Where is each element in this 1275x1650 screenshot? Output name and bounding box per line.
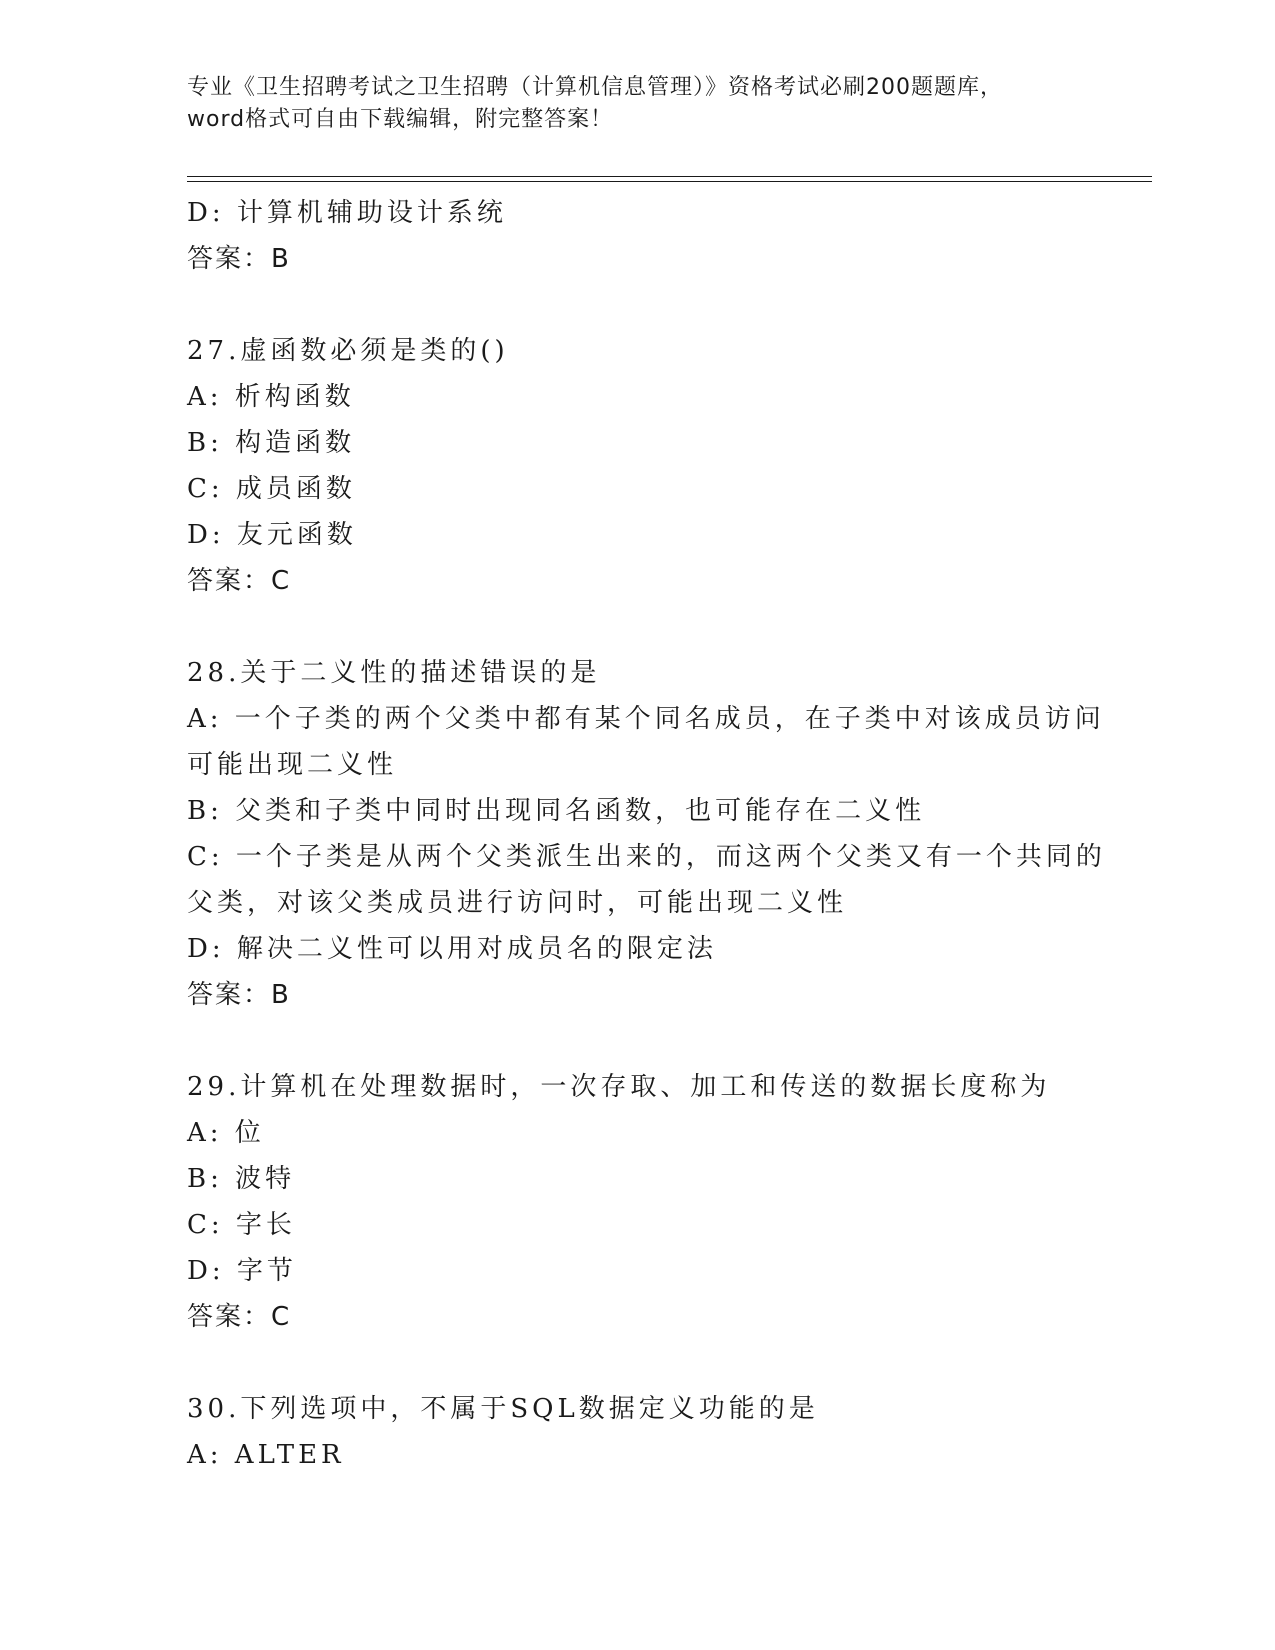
header-divider-top (187, 176, 1152, 177)
option-a: A: 析构函数 (187, 382, 355, 412)
answer: 答案：B (187, 980, 291, 1010)
question-28 (187, 650, 1106, 1018)
header-title-line-1: 专业《卫生招聘考试之卫生招聘（计算机信息管理）》资格考试必刷200题题库， (187, 75, 1003, 100)
option-b: B: 构造函数 (187, 428, 356, 458)
answer: 答案：C (187, 1302, 292, 1332)
question-list (187, 190, 1106, 1478)
question-30 (187, 1386, 1087, 1478)
option-a-line-2: 可能出现二义性 (187, 750, 398, 780)
question-27 (187, 328, 1087, 604)
header-title-line-2: word格式可自由下载编辑，附完整答案！ (187, 107, 614, 132)
question-29 (187, 1064, 1087, 1340)
option-a-line-1: A: 一个子类的两个父类中都有某个同名成员，在子类中对该成员访问 (187, 704, 1105, 734)
option-b: B: 父类和子类中同时出现同名函数，也可能存在二义性 (187, 796, 926, 826)
option-b: B: 波特 (187, 1164, 296, 1194)
spacer (187, 282, 1087, 328)
spacer (187, 1340, 1087, 1386)
question-text: 30.下列选项中，不属于SQL数据定义功能的是 (187, 1394, 819, 1424)
option-d: D: 解决二义性可以用对成员名的限定法 (187, 934, 717, 964)
previous-question-tail (187, 190, 1087, 282)
option-a: A: ALTER (187, 1440, 345, 1470)
option-c-line-2: 父类，对该父类成员进行访问时，可能出现二义性 (187, 888, 848, 918)
question-text: 27.虚函数必须是类的() (187, 336, 509, 366)
option-d: D: 计算机辅助设计系统 (187, 198, 507, 228)
question-text: 28.关于二义性的描述错误的是 (187, 658, 601, 688)
spacer (187, 1018, 1087, 1064)
question-text: 29.计算机在处理数据时，一次存取、加工和传送的数据长度称为 (187, 1072, 1051, 1102)
spacer (187, 604, 1087, 650)
option-c: C: 成员函数 (187, 474, 356, 504)
answer: 答案：B (187, 244, 291, 274)
header-divider-bottom (187, 181, 1152, 182)
document-header (187, 72, 1087, 136)
option-c-line-1: C: 一个子类是从两个父类派生出来的，而这两个父类又有一个共同的 (187, 842, 1106, 872)
option-d: D: 字节 (187, 1256, 297, 1286)
option-c: C: 字长 (187, 1210, 296, 1240)
option-a: A: 位 (187, 1118, 265, 1148)
option-d: D: 友元函数 (187, 520, 357, 550)
answer: 答案：C (187, 566, 292, 596)
